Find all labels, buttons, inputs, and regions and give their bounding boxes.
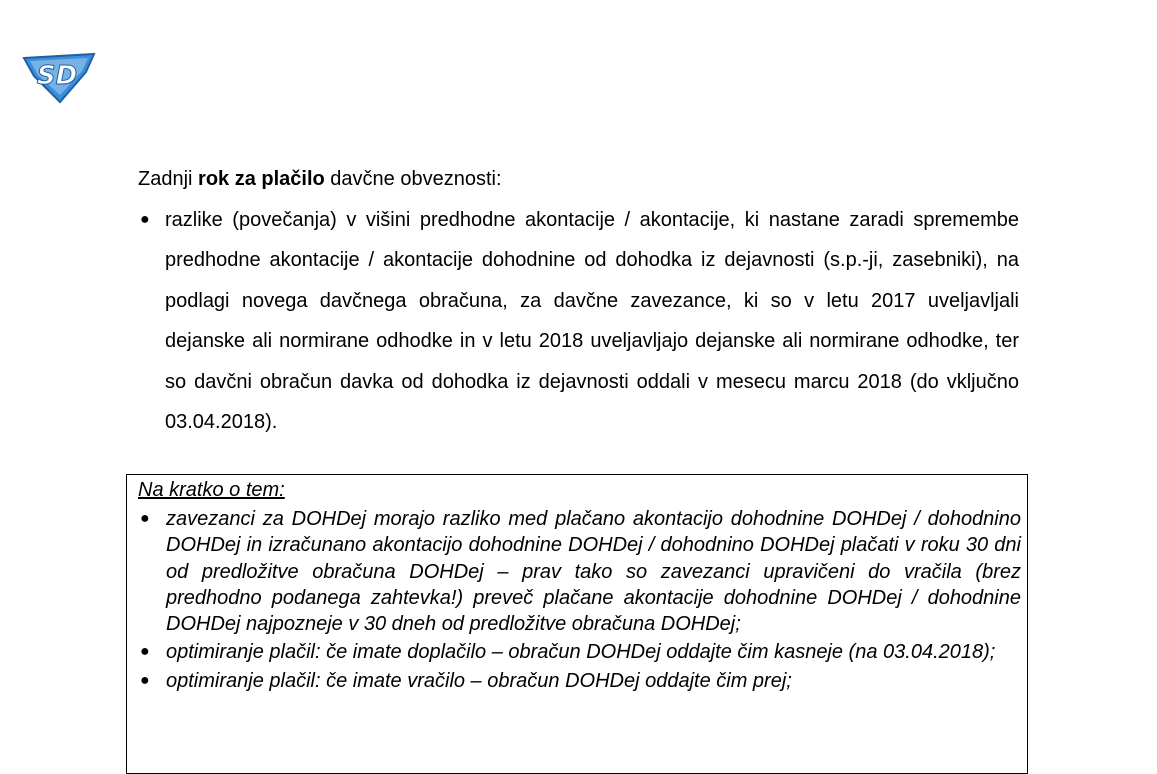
company-logo	[22, 48, 96, 104]
bullet-icon: ●	[140, 643, 150, 661]
bullet-icon: ●	[140, 211, 150, 228]
bullet-icon: ●	[140, 671, 150, 689]
deadline-list	[138, 200, 1019, 442]
list-item-text: optimiranje plačil: če imate doplačilo – obračun DOHDej oddajte čim kasneje (na 03.04.2018);	[166, 641, 996, 664]
list-item	[138, 639, 1021, 665]
list-item	[138, 668, 1021, 694]
list-item	[138, 506, 1021, 637]
summary-box-heading: Na kratko o tem:	[138, 479, 285, 501]
list-item-text: optimiranje plačil: če imate vračilo – obračun DOHDej oddajte čim prej;	[166, 669, 792, 692]
intro-suffix: davčne obveznosti:	[324, 168, 502, 190]
summary-list	[138, 506, 1021, 696]
logo-text: SD	[36, 61, 78, 91]
list-item-text: zavezanci za DOHDej morajo razliko med plačano akontacijo dohodnine DOHDej / dohodnino DOHDej in izračunano akontacijo dohodnine DOHDej / dohodnino DOHDej plačati v roku 30 dni od predložitve obračuna DOHDej – prav tako so zavezanci upravičeni do vračila (brez predhodno podanega zahtevka!) preveč plačane akontacije dohodnine DOHDej / dohodnine DOHDej najpozneje v 30 dneh od predložitve obračuna DOHDej;	[166, 508, 1021, 636]
sd-shield-logo-icon	[22, 48, 96, 104]
intro-paragraph	[138, 166, 502, 192]
list-item	[138, 200, 1019, 442]
intro-prefix: Zadnji	[138, 168, 199, 190]
bullet-icon: ●	[140, 510, 150, 527]
intro-bold-deadline: rok za plačilo	[198, 168, 325, 190]
list-item-text: razlike (povečanja) v višini predhodne akontacije / akontacije, ki nastane zaradi spremembe predhodne akontacije / akontacije dohodnine od dohodka iz dejavnosti (s.p.-ji, zasebniki), na podlagi novega davčnega obračuna, za davčne zavezance, ki so v letu 2017 uveljavljali dejanske ali normirane odhodke in v letu 2018 uveljavljajo dejanske ali normirane odhodke, ter so davčni obračun davka od dohodka iz dejavnosti oddali v mesecu marcu 2018 (do vključno 03.04.2018).	[165, 209, 1019, 434]
summary-box	[126, 474, 1028, 774]
